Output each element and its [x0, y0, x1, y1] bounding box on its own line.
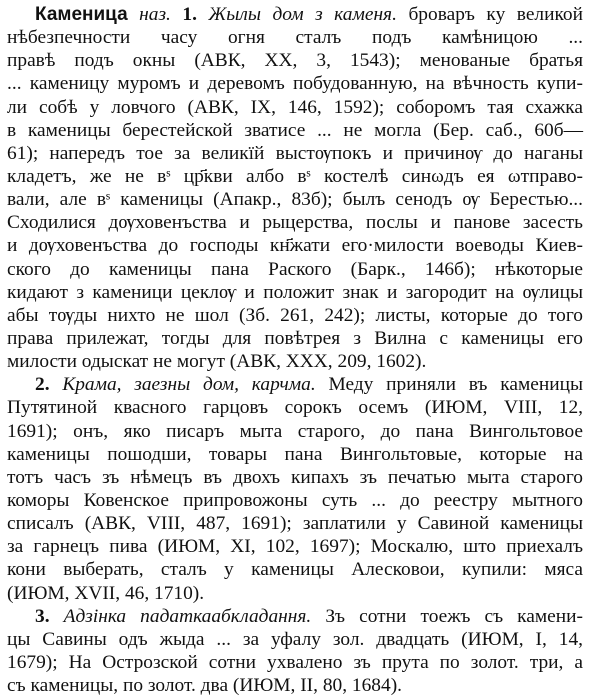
entry-text: цы Савины одъ жыда ... за уфалу зол. двадцать (ИЮМ, I, 14, [7, 628, 583, 650]
text-line [7, 234, 583, 257]
dictionary-entry [7, 3, 583, 697]
text-line [7, 119, 583, 142]
entry-text: 1691); онъ, яко писаръ мыта старого, до пана Вингольтовое [7, 420, 583, 442]
sense-gloss: наз. [127, 4, 183, 25]
entry-text: кидают з каменици цеклѹ и положит знак и загородит на ѹлицы [7, 281, 583, 303]
text-line [7, 373, 583, 396]
sense-gloss: Адзінка падаткаабкладання. [63, 605, 312, 627]
text-line [7, 443, 583, 466]
entry-text: 1679); На Острозской сотни ухвалено зъ прута по золот. три, а [7, 651, 583, 673]
text-line [7, 396, 583, 419]
text-line [7, 258, 583, 281]
text-line [7, 188, 583, 211]
text-line [7, 72, 583, 95]
entry-text: правѣ подъ окны (АВК, XX, 3, 1543); менованые братья [7, 50, 583, 72]
entry-text: Зъ сотни тоежъ съ камени- [311, 605, 583, 627]
text-line [7, 281, 583, 304]
text-line [7, 605, 583, 628]
text-line [7, 49, 583, 72]
headword: Каменица [35, 4, 128, 25]
text-line [7, 535, 583, 558]
entry-text: списалъ (АВК, VIII, 487, 1691); заплатили у Савиной каменицы [7, 513, 583, 535]
sense-gloss: Жылы дом з каменя. [208, 4, 397, 25]
text-line [7, 674, 583, 697]
entry-text: и дѹховенъства до господы кн҃жати его·милости воеводы Киев- [7, 235, 583, 257]
text-line [7, 489, 583, 512]
entry-text: нѣбезпечности часу огня сталъ подъ камѣницою ... [7, 27, 583, 49]
text-line [7, 26, 583, 49]
text-line [7, 582, 583, 605]
text-line [7, 142, 583, 165]
entry-text: съ каменицы, по золот. два (ИЮМ, II, 80, 1684). [7, 675, 403, 697]
entry-text: ского до каменицы пана Раского (Барк., 146б); нѣкоторые [7, 258, 583, 280]
entry-text: Путятиной квасного гарцовъ сорокъ осемъ (ИЮМ, VIII, 12, [7, 397, 583, 419]
entry-text: ли собѣ у ловчого (АВК, IX, 146, 1592); соборомъ тая схажка [7, 96, 583, 118]
text-line [7, 327, 583, 350]
text-line [7, 628, 583, 651]
text-line [7, 350, 583, 373]
entry-text: за гарнецъ пива (ИЮМ, XI, 102, 1697); Москалю, што приехалъ [7, 536, 583, 558]
entry-text: кони выберать, сталъ у каменицы Алесковои, купили: мяса [7, 559, 583, 581]
entry-text: каменицы пошодши, товары пана Вингольтовые, которые на [7, 443, 583, 465]
entry-text: Сходилися дѹховенъства и рыцерства, послы и панове засесть [7, 212, 583, 234]
text-line [7, 558, 583, 581]
text-line [7, 165, 583, 188]
text-line [7, 304, 583, 327]
entry-text: тотъ часъ зъ нѣмецъ въ двохъ кипахъ зъ печатью мыта старого [7, 466, 583, 488]
entry-text: броваръ ку великой [396, 4, 583, 25]
entry-text: Меду приняли въ каменицы [315, 374, 583, 396]
text-line [7, 651, 583, 674]
sense-number: 3. [35, 605, 64, 627]
text-line [7, 512, 583, 535]
text-line [7, 96, 583, 119]
entry-text: (ИЮМ, XVII, 46, 1710). [7, 582, 205, 604]
entry-text: милости одыскат не могут (АВК, XXX, 209, 1602). [7, 351, 427, 373]
sense-gloss: Крама, заезны дом, карчма. [62, 374, 316, 396]
entry-text: права прилежат, тогды для повѣтрея з Вилна с каменицы его [7, 327, 583, 349]
text-line [7, 466, 583, 489]
entry-text: 61); напередъ тое за великїй выстѹпокъ и причинѹ до наганы [7, 142, 583, 164]
entry-text: в каменицы берестейской зватисе ... не могла (Бер. саб., 60б— [7, 119, 583, 141]
entry-text: коморы Ковенское припровожоны суть ... до реестру мытного [7, 489, 583, 511]
entry-text: ... каменицу муромъ и деревомъ побудованную, на вѣчность купи- [7, 73, 583, 95]
entry-text: абы тѹды нихто не шол (Зб. 261, 242); листы, которые до того [7, 304, 583, 326]
sense-number: 1. [182, 4, 209, 25]
text-line [7, 3, 583, 26]
sense-number: 2. [35, 374, 63, 396]
entry-text: кладетъ, же не вˢ цр҃кви албо вˢ костелѣ синωдъ ея ωтправо- [7, 165, 583, 187]
text-line [7, 420, 583, 443]
text-line [7, 211, 583, 234]
entry-text: вали, але вˢ каменицы (Апакр., 83б); былъ сенодъ ѹ Берестью... [7, 189, 583, 211]
